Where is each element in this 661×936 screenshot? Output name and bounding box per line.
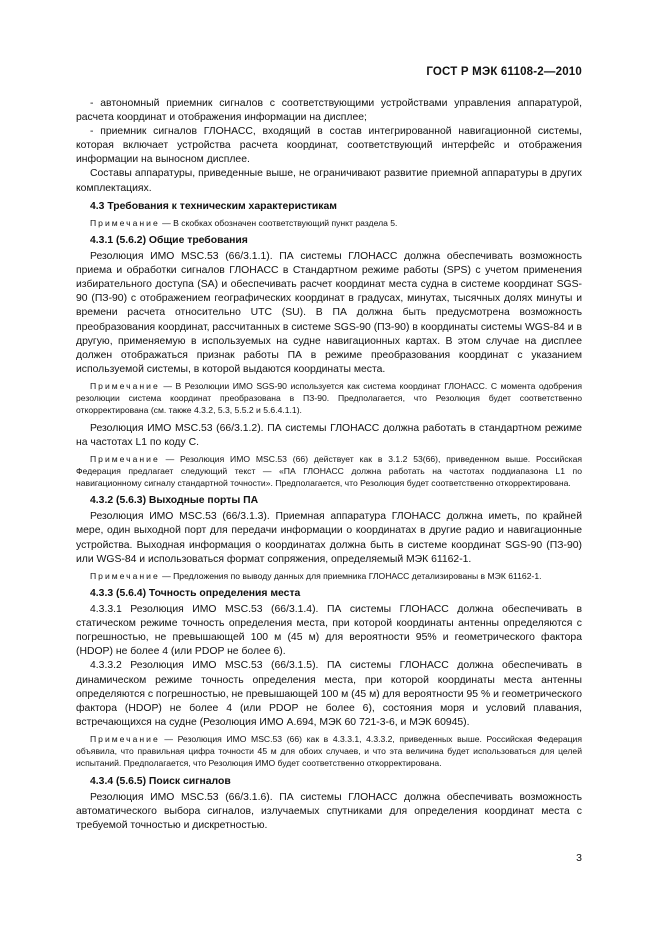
note-label: Примечание (90, 380, 160, 391)
page-number: 3 (576, 852, 582, 864)
note-label: Примечание (90, 453, 160, 464)
note-text: — В скобках обозначен соответствующий пункт раздела 5. (159, 217, 398, 228)
note (76, 453, 582, 490)
paragraph: 4.3.3.1 Резолюция ИМО MSC.53 (66/3.1.4). ПА системы ГЛОНАСС должна обеспечивать в статическом режиме точность определения места, при которой координаты антенны определяются с погрешностью, не превышающей 100 м (45 м) для вероятности 95% и геометрического фактора (HDOP) не более 4 (или PDOP не более 6). (76, 604, 582, 658)
note-text: — Резолюция ИМО MSC.53 (66) как в 4.3.3.1, 4.3.3.2, приведенных выше. Российская Федерация объявила, что правильная цифра точности 45 м для обоих случаев, и что эта величина будет использоваться для целей испытаний. Предполагается, что Резолюция ИМО будет соответственно откорректирована. (76, 733, 582, 769)
paragraph: Резолюция ИМО MSC.53 (66/3.1.2). ПА системы ГЛОНАСС должна работать в стандартном режиме на частотах L1 по коду С. (76, 422, 582, 448)
note (76, 217, 582, 229)
paragraph: - приемник сигналов ГЛОНАСС, входящий в состав интегрированной навигационной системы, которая включает устройства расчета координат, соответствующий интерфейс и отображения информации на выносном дисплее. (76, 126, 582, 166)
paragraph: 4.3.3.2 Резолюция ИМО MSC.53 (66/3.1.5). ПА системы ГЛОНАСС должна обеспечивать в динамическом режиме точность определения места, при которой координаты места антенны определяются с погрешностью, не превышающей 100 м (45 м) для вероятности 95 % и геометрического фактора (HDOP) не более 4 (или PDOP не более 6), состояния моря и условий плавания, встречающихся на судне (Резолюция ИМО А.694, МЭК 60 721-3-6, и МЭК 60945). (76, 660, 582, 728)
note-label: Примечание (90, 570, 160, 581)
document-body (76, 97, 582, 833)
note (76, 570, 582, 582)
note (76, 380, 582, 417)
paragraph: Составы аппаратуры, приведенные выше, не ограничивают развитие приемной аппаратуры в других комплектациях. (76, 168, 582, 194)
note-text: — В Резолюции ИМО SGS-90 используется как система координат ГЛОНАСС. С момента одобрения резолюции система координат преобразована в ПЗ-90. Предполагается, что Резолюция будет соответственно откорректирована (см. также 4.3.2, 5.3, 5.5.2 и 5.6.4.1.1). (76, 380, 582, 416)
section-heading: 4.3.4 (5.6.5) Поиск сигналов (90, 775, 231, 787)
section-heading: 4.3.1 (5.6.2) Общие требования (90, 234, 248, 246)
paragraph: Резолюция ИМО MSC.53 (66/3.1.6). ПА системы ГЛОНАСС должна обеспечивать возможность автоматического выбора сигналов, излучаемых спутниками для определения координат места с требуемой точностью и дискретностью. (76, 791, 582, 831)
section-heading: 4.3.3 (5.6.4) Точность определения места (90, 587, 301, 599)
note-text: — Резолюция ИМО MSC.53 (66) действует как в 3.1.2 53(66), приведенном выше. Российская Федерация предлагает следующий текст — «ПА ГЛОНАСС должна работать на частотах поддиапазона L1 по навигационному сигналу стандартной точности». Предполагается, что Резолюция будет соответственно откорректирована. (76, 453, 582, 489)
section-heading: 4.3.2 (5.6.3) Выходные порты ПА (90, 495, 259, 507)
section-heading: 4.3 Требования к техническим характеристикам (90, 200, 337, 212)
note-label: Примечание (90, 733, 160, 744)
note-text: — Предложения по выводу данных для приемника ГЛОНАСС детализированы в МЭК 61162-1. (159, 570, 542, 581)
note-label: Примечание (90, 217, 160, 228)
paragraph: Резолюция ИМО MSC.53 (66/3.1.3). Приемная аппаратура ГЛОНАСС должна иметь, по крайней мере, один выходной порт для передачи информации о координатах в другие радио и навигационные устройства. Выходная информация о координатах должна быть в системе координат SGS-90 (ПЗ-90) или WGS-84 и использоваться формат сопряжения, определяемый МЭК 61162-1. (76, 511, 582, 565)
note (76, 733, 582, 770)
paragraph: Резолюция ИМО MSC.53 (66/3.1.1). ПА системы ГЛОНАСС должна обеспечивать возможность приема и обработки сигналов ГЛОНАСС в Стандартном режиме работы (SPS) с учетом применения избирательного доступа (SA) и обеспечивать расчет координат места судна в системе координат SGS-90 (ПЗ-90) с отображением географических координат в градусах, минутах, тысячных долях минуты и времени расчета относительно UTC (SU). В ПА должна быть предусмотрена возможность преобразования координат, рассчитанных в системе SGS-90 (ПЗ-90) в координаты системы WGS-84 и в другую, применяемую в используемых на судне навигационных картах. В этом случае на дисплее должен отображаться признак работы ПА в режиме преобразования координат с указанием используемой системы, в которой выдаются координаты места. (76, 251, 582, 375)
page-header: ГОСТ Р МЭК 61108-2—2010 (426, 66, 582, 78)
paragraph: - автономный приемник сигналов с соответствующими устройствами управления аппаратурой, расчета координат и отображения информации на дисплее; (76, 98, 582, 124)
